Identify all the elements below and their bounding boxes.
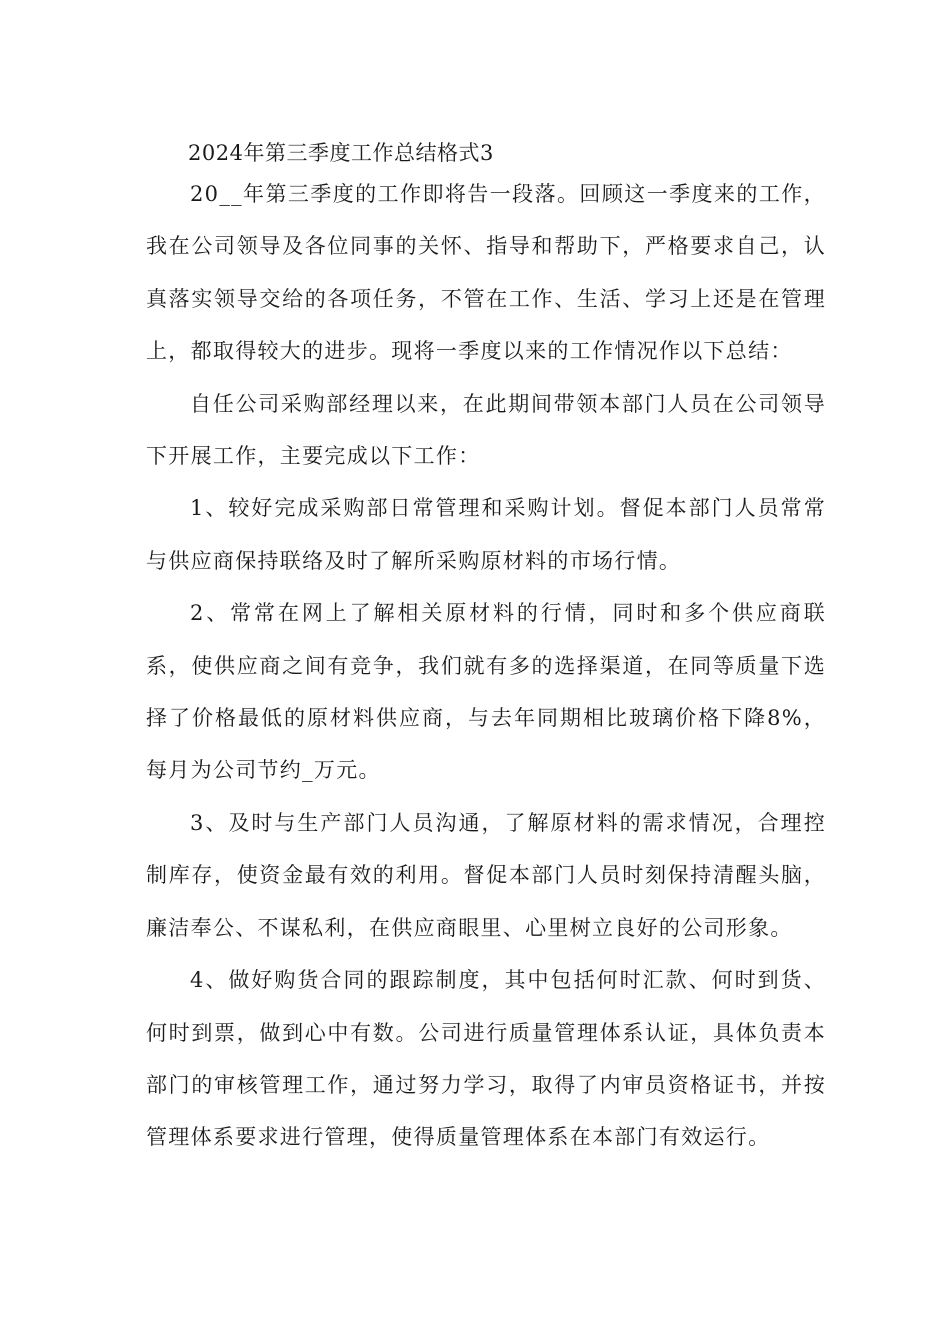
paragraph-item-1: 1、较好完成采购部日常管理和采购计划。督促本部门人员常常与供应商保持联络及时了解所采购原材料的市场行情。 — [146, 496, 826, 573]
document-title: 2024年第三季度工作总结格式3 — [188, 141, 494, 165]
paragraph-item-3: 3、及时与生产部门人员沟通，了解原材料的需求情况，合理控制库存，使资金最有效的利用。督促本部门人员时刻保持清醒头脑，廉洁奉公、不谋私利，在供应商眼里、心里树立良好的公司形象。 — [146, 810, 826, 940]
document-body — [146, 168, 826, 1164]
paragraph-item-4: 4、做好购货合同的跟踪制度，其中包括何时汇款、何时到货、何时到票，做到心中有数。公司进行质量管理体系认证，具体负责本部门的审核管理工作，通过努力学习，取得了内审员资格证书，并按管理体系要求进行管理，使得质量管理体系在本部门有效运行。 — [146, 968, 826, 1150]
paragraph-item-2: 2、常常在网上了解相关原材料的行情，同时和多个供应商联系，使供应商之间有竞争，我们就有多的选择渠道，在同等质量下选择了价格最低的原材料供应商，与去年同期相比玻璃价格下降8%，每月为公司节约_万元。 — [146, 601, 826, 783]
paragraph-role: 自任公司采购部经理以来，在此期间带领本部门人员在公司领导下开展工作，主要完成以下工作： — [146, 391, 826, 469]
paragraph-intro: 20__年第三季度的工作即将告一段落。回顾这一季度来的工作，我在公司领导及各位同事的关怀、指导和帮助下，严格要求自己，认真落实领导交给的各项任务，不管在工作、生活、学习上还是在管理上，都取得较大的进步。现将一季度以来的工作情况作以下总结： — [146, 182, 826, 364]
